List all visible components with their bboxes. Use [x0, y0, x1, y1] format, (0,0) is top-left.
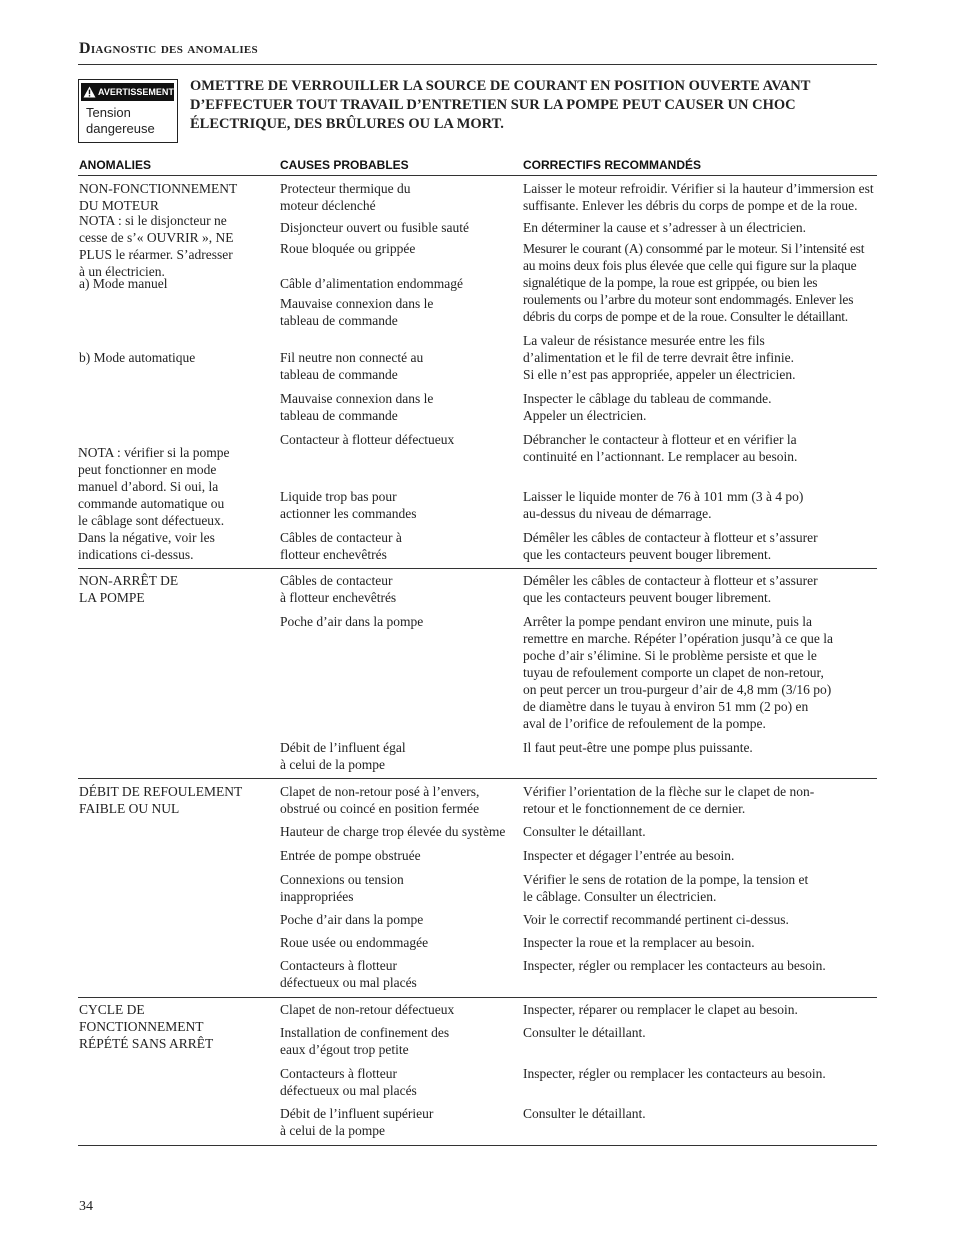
- cause-item: Fil neutre non connecté au tableau de commande: [280, 350, 424, 382]
- cause-item: Mauvaise connexion dans le tableau de commande: [280, 391, 434, 423]
- cause-item: Poche d’air dans la pompe: [280, 614, 424, 629]
- cause-item: Débit de l’influent supérieur à celui de la pompe: [280, 1106, 434, 1138]
- warning-text: OMETTRE DE VERROUILLER LA SOURCE DE COURANT EN POSITION OUVERTE AVANT D’EFFECTUER TOUT TRAVAIL D’ENTRETIEN SUR LA POMPE PEUT CAUSER UN CHOC ÉLECTRIQUE, DES BRÛLURES OU LA MORT.: [190, 78, 811, 132]
- correctif-item: Il faut peut-être une pompe plus puissante.: [523, 740, 753, 755]
- cause-item: Roue usée ou endommagée: [280, 935, 429, 950]
- anomaly-note-disjoncteur: NOTA : si le disjoncteur ne cesse de s’« OUVRIR », NE PLUS le réarmer. S’adresser à un électricien.: [79, 213, 234, 279]
- correctif-item: Inspecter, réparer ou remplacer le clapet au besoin.: [523, 1002, 798, 1017]
- correctif-item: Inspecter, régler ou remplacer les contacteurs au besoin.: [523, 958, 826, 973]
- warning-header: [81, 83, 174, 101]
- cause-item: Roue bloquée ou grippée: [280, 241, 416, 256]
- section-rule: [78, 1145, 877, 1146]
- cause-item: Clapet de non-retour défectueux: [280, 1002, 455, 1017]
- warning-label: Tension dangereuse: [86, 105, 155, 136]
- warning-triangle-icon: [83, 86, 96, 98]
- correctif-item: Arrêter la pompe pendant environ une minute, puis la remettre en marche. Répéter l’opération jusqu’à ce que la poche d’air s’élimine. Si le problème persiste et que le tuyau de refoulement comporte un clapet de non-retour, on peut percer un trou-purgeur d’air de 4,8 mm (3/16 po) de diamètre dans le tuyau à environ 51 mm (2 po) en aval de l’orifice de refoulement de la pompe.: [523, 614, 833, 731]
- correctif-item: La valeur de résistance mesurée entre les fils d’alimentation et le fil de terre devrait être infinie. Si elle n’est pas appropriée, appeler un électricien.: [523, 333, 796, 382]
- correctif-item: Vérifier le sens de rotation de la pompe, la tension et le câblage. Consulter un électricien.: [523, 872, 809, 904]
- cause-item: Disjoncteur ouvert ou fusible sauté: [280, 220, 469, 235]
- correctif-item: En déterminer la cause et s’adresser à un électricien.: [523, 220, 806, 235]
- correctif-item: Consulter le détaillant.: [523, 824, 646, 839]
- title-rule: [78, 64, 877, 65]
- header-rule: [78, 175, 877, 176]
- cause-item: Câble d’alimentation endommagé: [280, 276, 463, 291]
- cause-item: Câbles de contacteur à flotteur enchevêtrés: [280, 573, 397, 605]
- correctif-item: Inspecter le câblage du tableau de commande. Appeler un électricien.: [523, 391, 772, 423]
- anomaly-note-verifier: NOTA : vérifier si la pompe peut fonctionner en mode manuel d’abord. Si oui, la commande automatique ou le câblage sont défectueux. Dans la négative, voir les indications ci-dessus.: [78, 445, 230, 562]
- anomaly-non-fonctionnement: NON-FONCTIONNEMENT DU MOTEUR: [79, 181, 238, 213]
- correctif-item: Laisser le moteur refroidir. Vérifier si la hauteur d’immersion est suffisante. Enlever les débris du corps de pompe et de la roue.: [523, 181, 874, 213]
- correctif-item: Consulter le détaillant.: [523, 1025, 646, 1040]
- correctif-item: Inspecter, régler ou remplacer les contacteurs au besoin.: [523, 1066, 826, 1081]
- cause-item: Débit de l’influent égal à celui de la pompe: [280, 740, 406, 772]
- correctif-item: Inspecter et dégager l’entrée au besoin.: [523, 848, 735, 863]
- page-number: 34: [79, 1199, 93, 1214]
- correctif-item: Consulter le détaillant.: [523, 1106, 646, 1121]
- anomaly-mode-automatique: b) Mode automatique: [79, 350, 196, 365]
- cause-item: Contacteurs à flotteur défectueux ou mal placés: [280, 1066, 417, 1098]
- cause-item: Clapet de non-retour posé à l’envers, obstrué ou coincé en position fermée: [280, 784, 480, 816]
- cause-item: Contacteur à flotteur défectueux: [280, 432, 455, 447]
- section-rule: [78, 997, 877, 998]
- page-title: Diagnostic des anomalies: [79, 40, 258, 57]
- section-rule: [78, 778, 877, 779]
- anomaly-debit-faible: DÉBIT DE REFOULEMENT FAIBLE OU NUL: [79, 784, 243, 816]
- cause-item: Câbles de contacteur à flotteur enchevêtrés: [280, 530, 402, 562]
- correctif-item: Voir le correctif recommandé pertinent ci-dessus.: [523, 912, 789, 927]
- cause-item: Mauvaise connexion dans le tableau de commande: [280, 296, 434, 328]
- warning-signal-word: AVERTISSEMENT: [98, 87, 174, 97]
- correctif-item: Débrancher le contacteur à flotteur et en vérifier la continuité en l’actionnant. Le remplacer au besoin.: [523, 432, 798, 464]
- cause-item: Connexions ou tension inappropriées: [280, 872, 404, 904]
- correctif-item: Laisser le liquide monter de 76 à 101 mm (3 à 4 po) au-dessus du niveau de démarrage.: [523, 489, 804, 521]
- col-header-causes: CAUSES PROBABLES: [280, 158, 409, 172]
- col-header-anomalies: ANOMALIES: [79, 158, 151, 172]
- correctif-item: Mesurer le courant (A) consommé par le moteur. Si l’intensité est au moins deux fois plus élevée que celle qui figure sur la plaque signalétique de la pompe, la roue est grippée, ou bien les roulements ou l’arbre du moteur sont endommagés. Enlever les débris du corps de pompe et de la roue. Consulter le détaillant.: [523, 241, 865, 324]
- anomaly-cycle-repete: CYCLE DE FONCTIONNEMENT RÉPÉTÉ SANS ARRÊT: [79, 1002, 214, 1051]
- section-rule: [78, 568, 877, 569]
- correctif-item: Démêler les câbles de contacteur à flotteur et s’assurer que les contacteurs peuvent bouger librement.: [523, 573, 818, 605]
- col-header-correctifs: CORRECTIFS RECOMMANDÉS: [523, 158, 702, 172]
- cause-item: Hauteur de charge trop élevée du système: [280, 824, 506, 839]
- cause-item: Protecteur thermique du moteur déclenché: [280, 181, 411, 213]
- cause-item: Installation de confinement des eaux d’égout trop petite: [280, 1025, 450, 1057]
- correctif-item: Inspecter la roue et la remplacer au besoin.: [523, 935, 755, 950]
- anomaly-non-arret: NON-ARRÊT DE LA POMPE: [79, 573, 179, 605]
- correctif-item: Démêler les câbles de contacteur à flotteur et s’assurer que les contacteurs peuvent bouger librement.: [523, 530, 818, 562]
- correctif-item: Vérifier l’orientation de la flèche sur le clapet de non- retour et le fonctionnement de ce dernier.: [523, 784, 815, 816]
- cause-item: Entrée de pompe obstruée: [280, 848, 421, 863]
- cause-item: Contacteurs à flotteur défectueux ou mal placés: [280, 958, 417, 990]
- anomaly-mode-manuel: a) Mode manuel: [79, 276, 168, 291]
- cause-item: Liquide trop bas pour actionner les commandes: [280, 489, 417, 521]
- cause-item: Poche d’air dans la pompe: [280, 912, 424, 927]
